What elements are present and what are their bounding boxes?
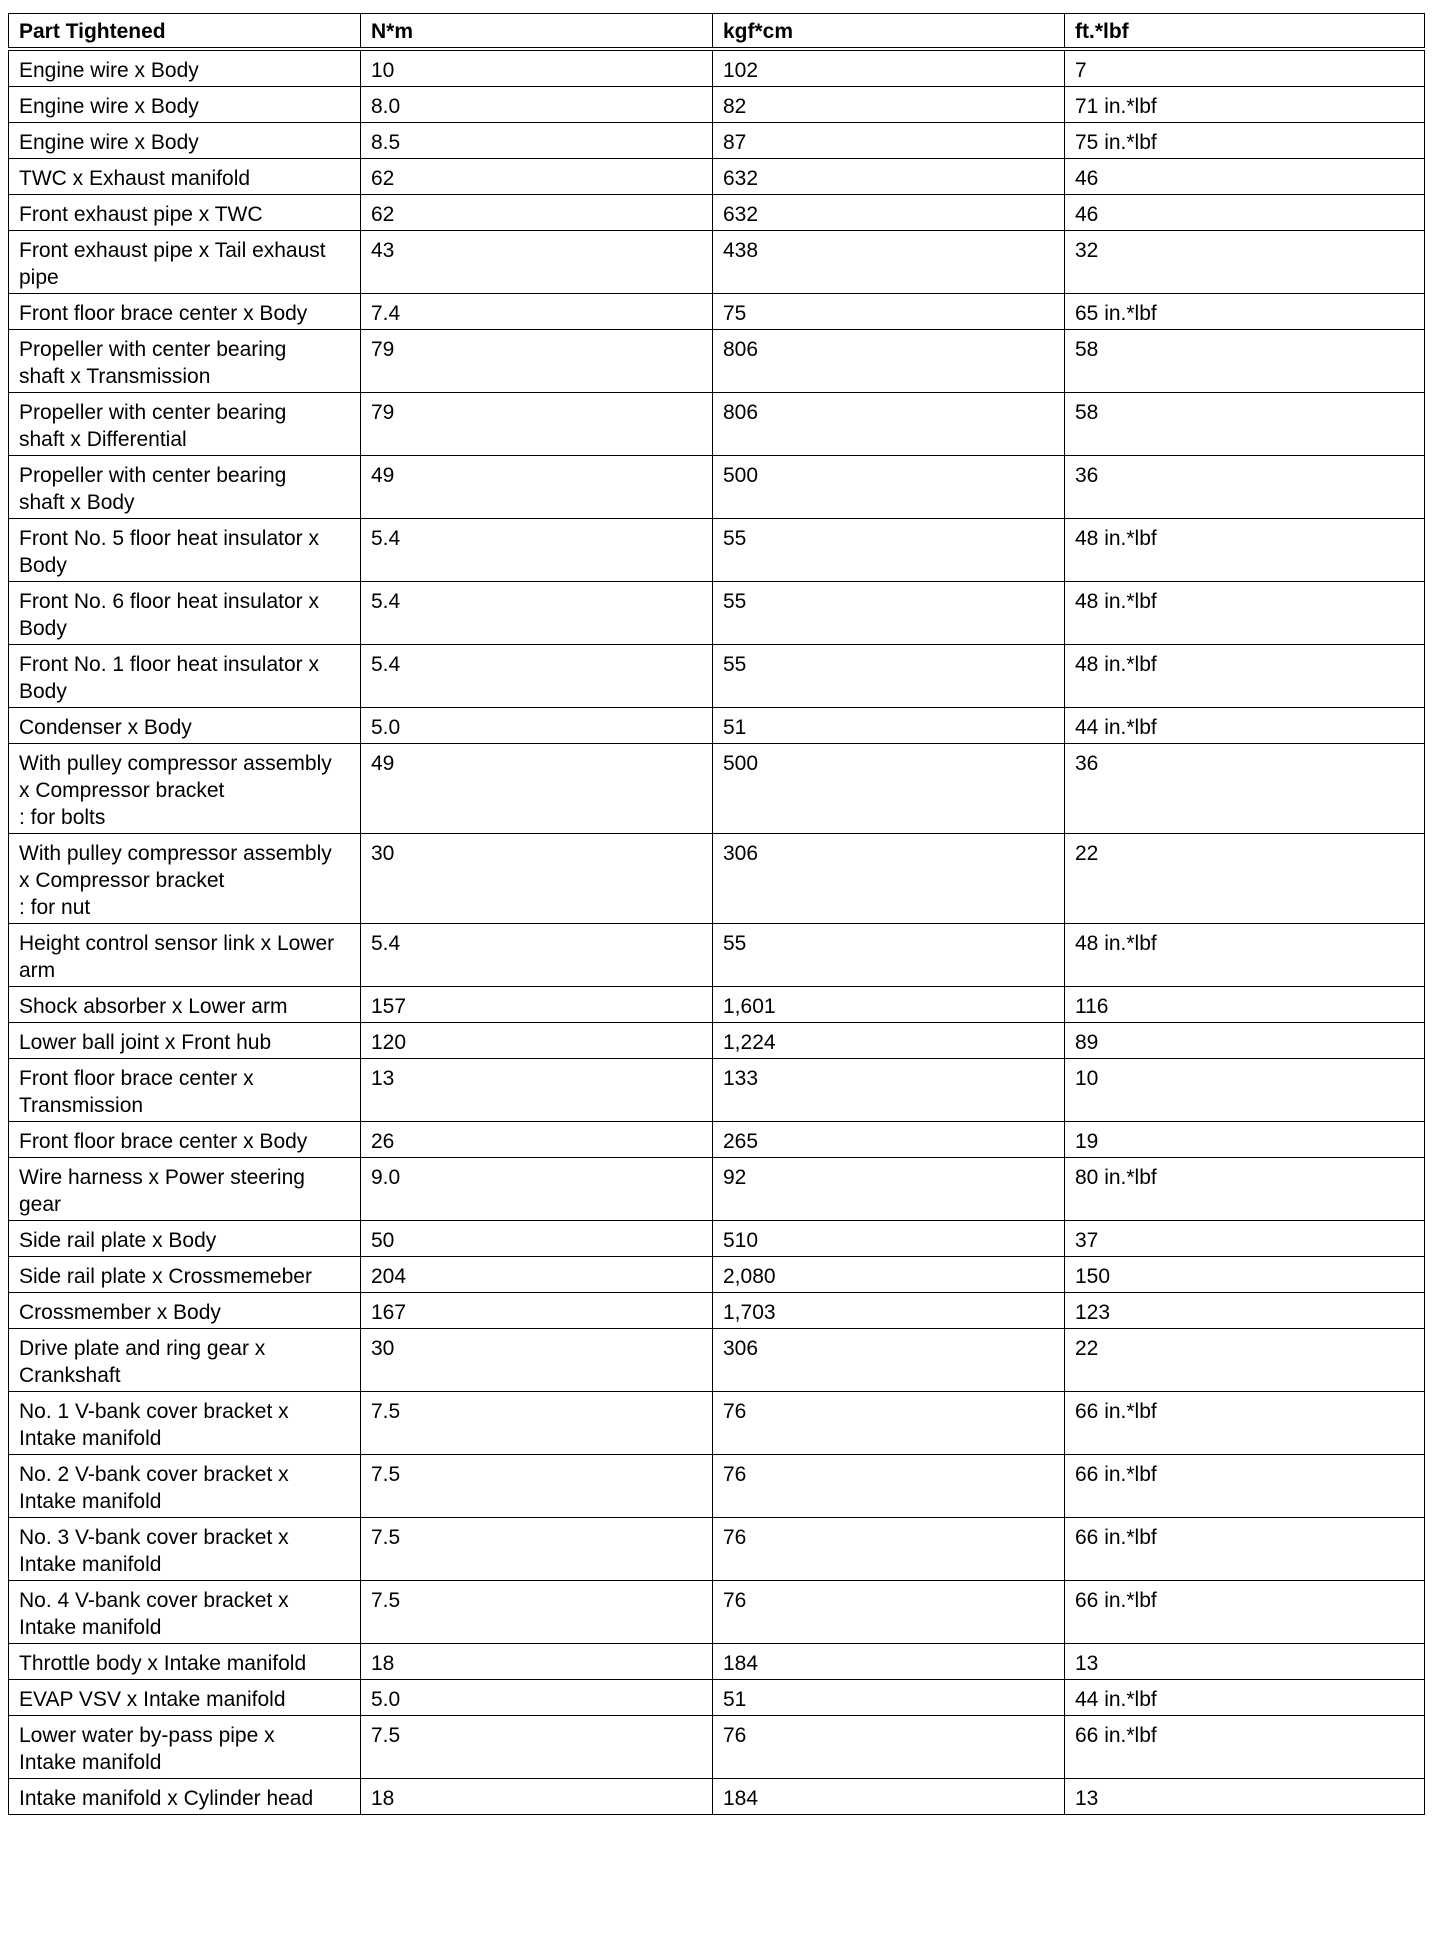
ft-lbf-cell: 48 in.*lbf <box>1065 582 1425 645</box>
part-tightened-cell: No. 3 V-bank cover bracket x Intake manifold <box>9 1518 361 1581</box>
ft-lbf-cell: 66 in.*lbf <box>1065 1518 1425 1581</box>
ft-lbf-cell: 36 <box>1065 456 1425 519</box>
table-row <box>9 1392 1425 1455</box>
newton-meter-cell: 167 <box>361 1293 713 1329</box>
table-row <box>9 834 1425 924</box>
newton-meter-cell: 62 <box>361 195 713 231</box>
part-tightened-cell: With pulley compressor assembly x Compressor bracket : for nut <box>9 834 361 924</box>
table-row <box>9 294 1425 330</box>
table-row <box>9 1122 1425 1158</box>
newton-meter-cell: 7.5 <box>361 1392 713 1455</box>
table-row <box>9 123 1425 159</box>
kgf-cm-cell: 102 <box>713 49 1065 87</box>
header-row <box>9 14 1425 50</box>
table-row <box>9 708 1425 744</box>
torque-spec-table <box>8 13 1425 1815</box>
table-row <box>9 1158 1425 1221</box>
ft-lbf-cell: 13 <box>1065 1644 1425 1680</box>
newton-meter-cell: 9.0 <box>361 1158 713 1221</box>
kgf-cm-cell: 2,080 <box>713 1257 1065 1293</box>
part-tightened-cell: No. 4 V-bank cover bracket x Intake manifold <box>9 1581 361 1644</box>
newton-meter-cell: 13 <box>361 1059 713 1122</box>
ft-lbf-cell: 123 <box>1065 1293 1425 1329</box>
ft-lbf-cell: 71 in.*lbf <box>1065 87 1425 123</box>
part-tightened-cell: Engine wire x Body <box>9 87 361 123</box>
kgf-cm-cell: 55 <box>713 645 1065 708</box>
kgf-cm-cell: 76 <box>713 1518 1065 1581</box>
part-tightened-cell: Crossmember x Body <box>9 1293 361 1329</box>
kgf-cm-cell: 184 <box>713 1779 1065 1815</box>
part-tightened-cell: Front No. 6 floor heat insulator x Body <box>9 582 361 645</box>
newton-meter-cell: 204 <box>361 1257 713 1293</box>
table-row <box>9 87 1425 123</box>
table-row <box>9 645 1425 708</box>
ft-lbf-cell: 89 <box>1065 1023 1425 1059</box>
kgf-cm-cell: 1,224 <box>713 1023 1065 1059</box>
table-row <box>9 330 1425 393</box>
kgf-cm-cell: 510 <box>713 1221 1065 1257</box>
newton-meter-cell: 26 <box>361 1122 713 1158</box>
header-part-tightened: Part Tightened <box>9 14 361 50</box>
table-row <box>9 1293 1425 1329</box>
newton-meter-cell: 5.0 <box>361 708 713 744</box>
table-row <box>9 1059 1425 1122</box>
newton-meter-cell: 120 <box>361 1023 713 1059</box>
newton-meter-cell: 50 <box>361 1221 713 1257</box>
kgf-cm-cell: 184 <box>713 1644 1065 1680</box>
part-tightened-cell: Engine wire x Body <box>9 123 361 159</box>
kgf-cm-cell: 75 <box>713 294 1065 330</box>
table-body <box>9 49 1425 1815</box>
newton-meter-cell: 30 <box>361 834 713 924</box>
newton-meter-cell: 7.5 <box>361 1455 713 1518</box>
table-row <box>9 519 1425 582</box>
newton-meter-cell: 8.5 <box>361 123 713 159</box>
ft-lbf-cell: 7 <box>1065 49 1425 87</box>
newton-meter-cell: 7.4 <box>361 294 713 330</box>
newton-meter-cell: 7.5 <box>361 1581 713 1644</box>
table-row <box>9 1221 1425 1257</box>
newton-meter-cell: 62 <box>361 159 713 195</box>
kgf-cm-cell: 806 <box>713 330 1065 393</box>
newton-meter-cell: 79 <box>361 330 713 393</box>
newton-meter-cell: 5.4 <box>361 519 713 582</box>
part-tightened-cell: EVAP VSV x Intake manifold <box>9 1680 361 1716</box>
part-tightened-cell: Front floor brace center x Body <box>9 294 361 330</box>
part-tightened-cell: With pulley compressor assembly x Compressor bracket : for bolts <box>9 744 361 834</box>
kgf-cm-cell: 806 <box>713 393 1065 456</box>
table-row <box>9 1716 1425 1779</box>
kgf-cm-cell: 632 <box>713 195 1065 231</box>
table-row <box>9 1023 1425 1059</box>
table-row <box>9 924 1425 987</box>
table-row <box>9 1518 1425 1581</box>
kgf-cm-cell: 632 <box>713 159 1065 195</box>
kgf-cm-cell: 306 <box>713 834 1065 924</box>
ft-lbf-cell: 37 <box>1065 1221 1425 1257</box>
newton-meter-cell: 43 <box>361 231 713 294</box>
table-row <box>9 987 1425 1023</box>
table-row <box>9 49 1425 87</box>
kgf-cm-cell: 265 <box>713 1122 1065 1158</box>
ft-lbf-cell: 46 <box>1065 195 1425 231</box>
newton-meter-cell: 18 <box>361 1644 713 1680</box>
ft-lbf-cell: 80 in.*lbf <box>1065 1158 1425 1221</box>
table-row <box>9 582 1425 645</box>
kgf-cm-cell: 51 <box>713 708 1065 744</box>
kgf-cm-cell: 133 <box>713 1059 1065 1122</box>
part-tightened-cell: Wire harness x Power steering gear <box>9 1158 361 1221</box>
part-tightened-cell: Propeller with center bearing shaft x Differential <box>9 393 361 456</box>
table-row <box>9 1455 1425 1518</box>
newton-meter-cell: 49 <box>361 456 713 519</box>
table-row <box>9 159 1425 195</box>
part-tightened-cell: Side rail plate x Body <box>9 1221 361 1257</box>
ft-lbf-cell: 150 <box>1065 1257 1425 1293</box>
newton-meter-cell: 79 <box>361 393 713 456</box>
newton-meter-cell: 49 <box>361 744 713 834</box>
ft-lbf-cell: 66 in.*lbf <box>1065 1392 1425 1455</box>
ft-lbf-cell: 66 in.*lbf <box>1065 1455 1425 1518</box>
table-row <box>9 1257 1425 1293</box>
part-tightened-cell: No. 2 V-bank cover bracket x Intake manifold <box>9 1455 361 1518</box>
table-row <box>9 1644 1425 1680</box>
kgf-cm-cell: 1,703 <box>713 1293 1065 1329</box>
ft-lbf-cell: 48 in.*lbf <box>1065 519 1425 582</box>
newton-meter-cell: 5.4 <box>361 582 713 645</box>
table-row <box>9 195 1425 231</box>
ft-lbf-cell: 116 <box>1065 987 1425 1023</box>
kgf-cm-cell: 87 <box>713 123 1065 159</box>
kgf-cm-cell: 76 <box>713 1455 1065 1518</box>
kgf-cm-cell: 55 <box>713 519 1065 582</box>
part-tightened-cell: Propeller with center bearing shaft x Body <box>9 456 361 519</box>
ft-lbf-cell: 75 in.*lbf <box>1065 123 1425 159</box>
newton-meter-cell: 5.4 <box>361 924 713 987</box>
ft-lbf-cell: 48 in.*lbf <box>1065 645 1425 708</box>
kgf-cm-cell: 500 <box>713 456 1065 519</box>
part-tightened-cell: No. 1 V-bank cover bracket x Intake manifold <box>9 1392 361 1455</box>
newton-meter-cell: 7.5 <box>361 1716 713 1779</box>
part-tightened-cell: Intake manifold x Cylinder head <box>9 1779 361 1815</box>
part-tightened-cell: Condenser x Body <box>9 708 361 744</box>
kgf-cm-cell: 55 <box>713 582 1065 645</box>
newton-meter-cell: 5.0 <box>361 1680 713 1716</box>
newton-meter-cell: 8.0 <box>361 87 713 123</box>
ft-lbf-cell: 58 <box>1065 393 1425 456</box>
table-row <box>9 1680 1425 1716</box>
table-row <box>9 1581 1425 1644</box>
ft-lbf-cell: 32 <box>1065 231 1425 294</box>
ft-lbf-cell: 13 <box>1065 1779 1425 1815</box>
header-ft-lbf: ft.*lbf <box>1065 14 1425 50</box>
ft-lbf-cell: 66 in.*lbf <box>1065 1716 1425 1779</box>
newton-meter-cell: 7.5 <box>361 1518 713 1581</box>
kgf-cm-cell: 76 <box>713 1716 1065 1779</box>
part-tightened-cell: Propeller with center bearing shaft x Transmission <box>9 330 361 393</box>
part-tightened-cell: Front exhaust pipe x Tail exhaust pipe <box>9 231 361 294</box>
ft-lbf-cell: 58 <box>1065 330 1425 393</box>
part-tightened-cell: Side rail plate x Crossmemeber <box>9 1257 361 1293</box>
ft-lbf-cell: 22 <box>1065 834 1425 924</box>
kgf-cm-cell: 76 <box>713 1581 1065 1644</box>
ft-lbf-cell: 10 <box>1065 1059 1425 1122</box>
kgf-cm-cell: 82 <box>713 87 1065 123</box>
part-tightened-cell: Drive plate and ring gear x Crankshaft <box>9 1329 361 1392</box>
ft-lbf-cell: 44 in.*lbf <box>1065 1680 1425 1716</box>
newton-meter-cell: 18 <box>361 1779 713 1815</box>
kgf-cm-cell: 1,601 <box>713 987 1065 1023</box>
kgf-cm-cell: 92 <box>713 1158 1065 1221</box>
header-newton-meter: N*m <box>361 14 713 50</box>
kgf-cm-cell: 500 <box>713 744 1065 834</box>
newton-meter-cell: 5.4 <box>361 645 713 708</box>
kgf-cm-cell: 76 <box>713 1392 1065 1455</box>
ft-lbf-cell: 36 <box>1065 744 1425 834</box>
part-tightened-cell: Front No. 5 floor heat insulator x Body <box>9 519 361 582</box>
ft-lbf-cell: 19 <box>1065 1122 1425 1158</box>
table-row <box>9 393 1425 456</box>
ft-lbf-cell: 44 in.*lbf <box>1065 708 1425 744</box>
table-row <box>9 1329 1425 1392</box>
ft-lbf-cell: 65 in.*lbf <box>1065 294 1425 330</box>
part-tightened-cell: Height control sensor link x Lower arm <box>9 924 361 987</box>
ft-lbf-cell: 48 in.*lbf <box>1065 924 1425 987</box>
kgf-cm-cell: 51 <box>713 1680 1065 1716</box>
kgf-cm-cell: 306 <box>713 1329 1065 1392</box>
part-tightened-cell: TWC x Exhaust manifold <box>9 159 361 195</box>
part-tightened-cell: Throttle body x Intake manifold <box>9 1644 361 1680</box>
part-tightened-cell: Front exhaust pipe x TWC <box>9 195 361 231</box>
table-row <box>9 456 1425 519</box>
part-tightened-cell: Front No. 1 floor heat insulator x Body <box>9 645 361 708</box>
part-tightened-cell: Front floor brace center x Body <box>9 1122 361 1158</box>
newton-meter-cell: 157 <box>361 987 713 1023</box>
part-tightened-cell: Lower water by-pass pipe x Intake manifold <box>9 1716 361 1779</box>
ft-lbf-cell: 22 <box>1065 1329 1425 1392</box>
ft-lbf-cell: 46 <box>1065 159 1425 195</box>
header-kgf-cm: kgf*cm <box>713 14 1065 50</box>
table-row <box>9 744 1425 834</box>
part-tightened-cell: Engine wire x Body <box>9 49 361 87</box>
part-tightened-cell: Lower ball joint x Front hub <box>9 1023 361 1059</box>
part-tightened-cell: Shock absorber x Lower arm <box>9 987 361 1023</box>
newton-meter-cell: 10 <box>361 49 713 87</box>
table-row <box>9 231 1425 294</box>
part-tightened-cell: Front floor brace center x Transmission <box>9 1059 361 1122</box>
kgf-cm-cell: 438 <box>713 231 1065 294</box>
table-row <box>9 1779 1425 1815</box>
ft-lbf-cell: 66 in.*lbf <box>1065 1581 1425 1644</box>
kgf-cm-cell: 55 <box>713 924 1065 987</box>
newton-meter-cell: 30 <box>361 1329 713 1392</box>
